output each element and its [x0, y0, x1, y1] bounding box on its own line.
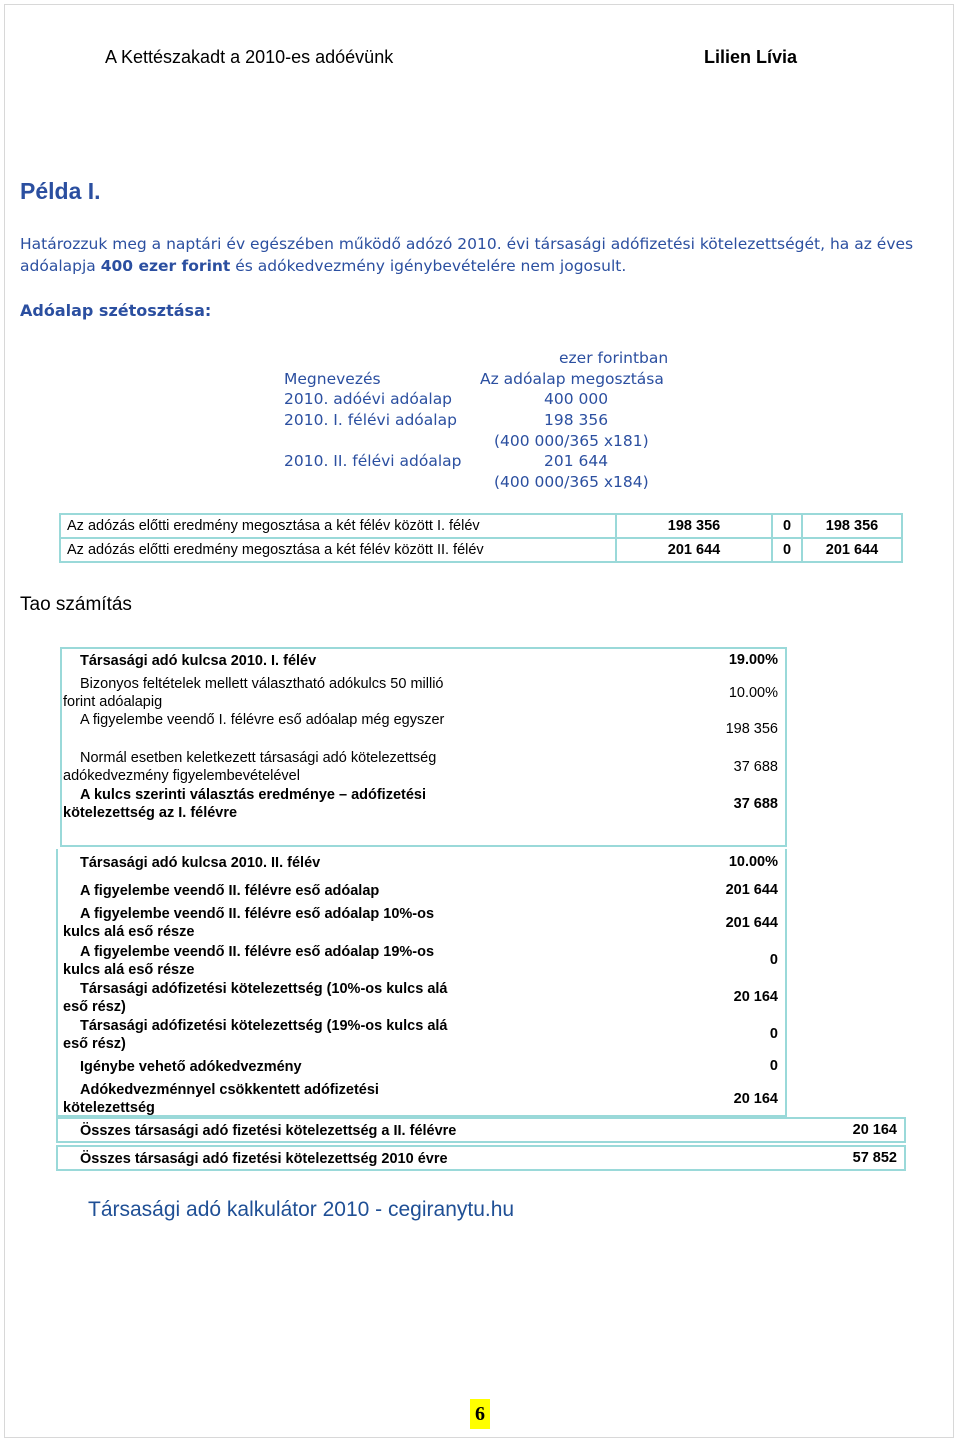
total-label: Összes társasági adó fizetési kötelezettség 2010 évre: [80, 1151, 448, 1167]
second-half-value: 201 644: [725, 882, 778, 898]
first-half-label: A figyelembe veendő I. félévre eső adóalap még egyszer: [80, 712, 445, 728]
calculator-link[interactable]: Társasági adó kalkulátor 2010 - cegiranytu.hu: [88, 1198, 515, 1221]
first-half-value: 19.00%: [728, 652, 778, 668]
allocation-row-name: 2010. II. félévi adóalap: [284, 452, 462, 470]
example-title: Példa I.: [20, 178, 101, 204]
first-half-label: A kulcs szerinti választás eredménye – adófizetési kötelezettség az I. félévre: [63, 787, 427, 821]
second-half-label: A figyelembe veendő II. félévre eső adóalap 19%-os kulcs alá eső része: [63, 944, 435, 978]
second-half-label: Társasági adófizetési kötelezettség (19%-os kulcs alá eső rész): [63, 1018, 448, 1052]
result-label: Az adózás előtti eredmény megosztása a két félév között I. félév: [60, 514, 616, 538]
intro-paragraph: [20, 233, 940, 277]
second-half-label: A figyelembe veendő II. félévre eső adóalap: [80, 883, 380, 899]
result-split-table: [59, 513, 903, 563]
unit-label: ezer forintban: [559, 349, 669, 367]
second-half-label: Társasági adó kulcsa 2010. II. félév: [80, 855, 321, 871]
table-row: [60, 514, 902, 538]
second-half-value: 10.00%: [728, 854, 778, 870]
second-half-value: 20 164: [733, 1091, 778, 1107]
result-value-b: 0: [772, 514, 802, 538]
second-half-value: 201 644: [725, 915, 778, 931]
intro-bold: 400 ezer forint: [100, 257, 231, 275]
first-half-value: 37 688: [733, 796, 778, 812]
allocation-row-name: 2010. I. félévi adóalap: [284, 411, 457, 429]
result-value-a: 201 644: [616, 538, 772, 562]
first-half-label: Bizonyos feltételek mellett választható adókulcs 50 millió forint adóalapig: [63, 676, 444, 710]
intro-text-1: Határozzuk meg a naptári év egészében működő adózó 2010. évi társasági adófizetési kötelezettségét, ha az éves adóalapja: [20, 235, 914, 275]
first-half-value: 10.00%: [728, 685, 778, 701]
second-half-value: 0: [769, 1026, 778, 1042]
allocation-row-note: (400 000/365 x184): [494, 473, 649, 491]
total-value: 57 852: [852, 1150, 897, 1166]
allocation-row-value: 198 356: [544, 411, 609, 429]
allocation-row-name: 2010. adóévi adóalap: [284, 390, 453, 408]
column-header-name: Megnevezés: [284, 370, 381, 388]
allocation-heading: Adóalap szétosztása:: [20, 301, 212, 320]
second-half-value: 0: [769, 1058, 778, 1074]
first-half-value: 198 356: [725, 721, 778, 737]
second-half-label: Adókedvezménnyel csökkentett adófizetési kötelezettség: [63, 1082, 379, 1116]
total-label: Összes társasági adó fizetési kötelezettség a II. félévre: [80, 1123, 457, 1139]
page-number: 6: [470, 1399, 490, 1429]
first-half-label: Normál esetben keletkezett társasági adó kötelezettség adókedvezmény figyelembevételével: [63, 750, 437, 784]
intro-text-2: és adókedvezmény igénybevételére nem jogosult.: [230, 257, 627, 275]
allocation-row-value: 201 644: [544, 452, 609, 470]
result-value-b: 0: [772, 538, 802, 562]
first-half-label: Társasági adó kulcsa 2010. I. félév: [80, 653, 317, 669]
allocation-row-value: 400 000: [544, 390, 609, 408]
second-half-value: 0: [769, 952, 778, 968]
second-half-label: Társasági adófizetési kötelezettség (10%-os kulcs alá eső rész): [63, 981, 448, 1015]
total-value: 20 164: [852, 1122, 897, 1138]
table-row: [60, 538, 902, 562]
first-half-value: 37 688: [733, 759, 778, 775]
second-half-value: 20 164: [733, 989, 778, 1005]
result-value-c: 201 644: [802, 538, 902, 562]
second-half-label: Igénybe vehető adókedvezmény: [80, 1059, 302, 1075]
result-label: Az adózás előtti eredmény megosztása a két félév között II. félév: [60, 538, 616, 562]
result-value-a: 198 356: [616, 514, 772, 538]
document-header-title: A Kettészakadt a 2010-es adóévünk: [105, 47, 394, 67]
second-half-label: A figyelembe veendő II. félévre eső adóalap 10%-os kulcs alá eső része: [63, 906, 435, 940]
tao-heading: Tao számítás: [20, 594, 132, 615]
result-value-c: 198 356: [802, 514, 902, 538]
document-header-author: Lilien Lívia: [704, 47, 798, 67]
allocation-row-note: (400 000/365 x181): [494, 432, 649, 450]
column-header-allocation: Az adóalap megosztása: [480, 370, 664, 388]
